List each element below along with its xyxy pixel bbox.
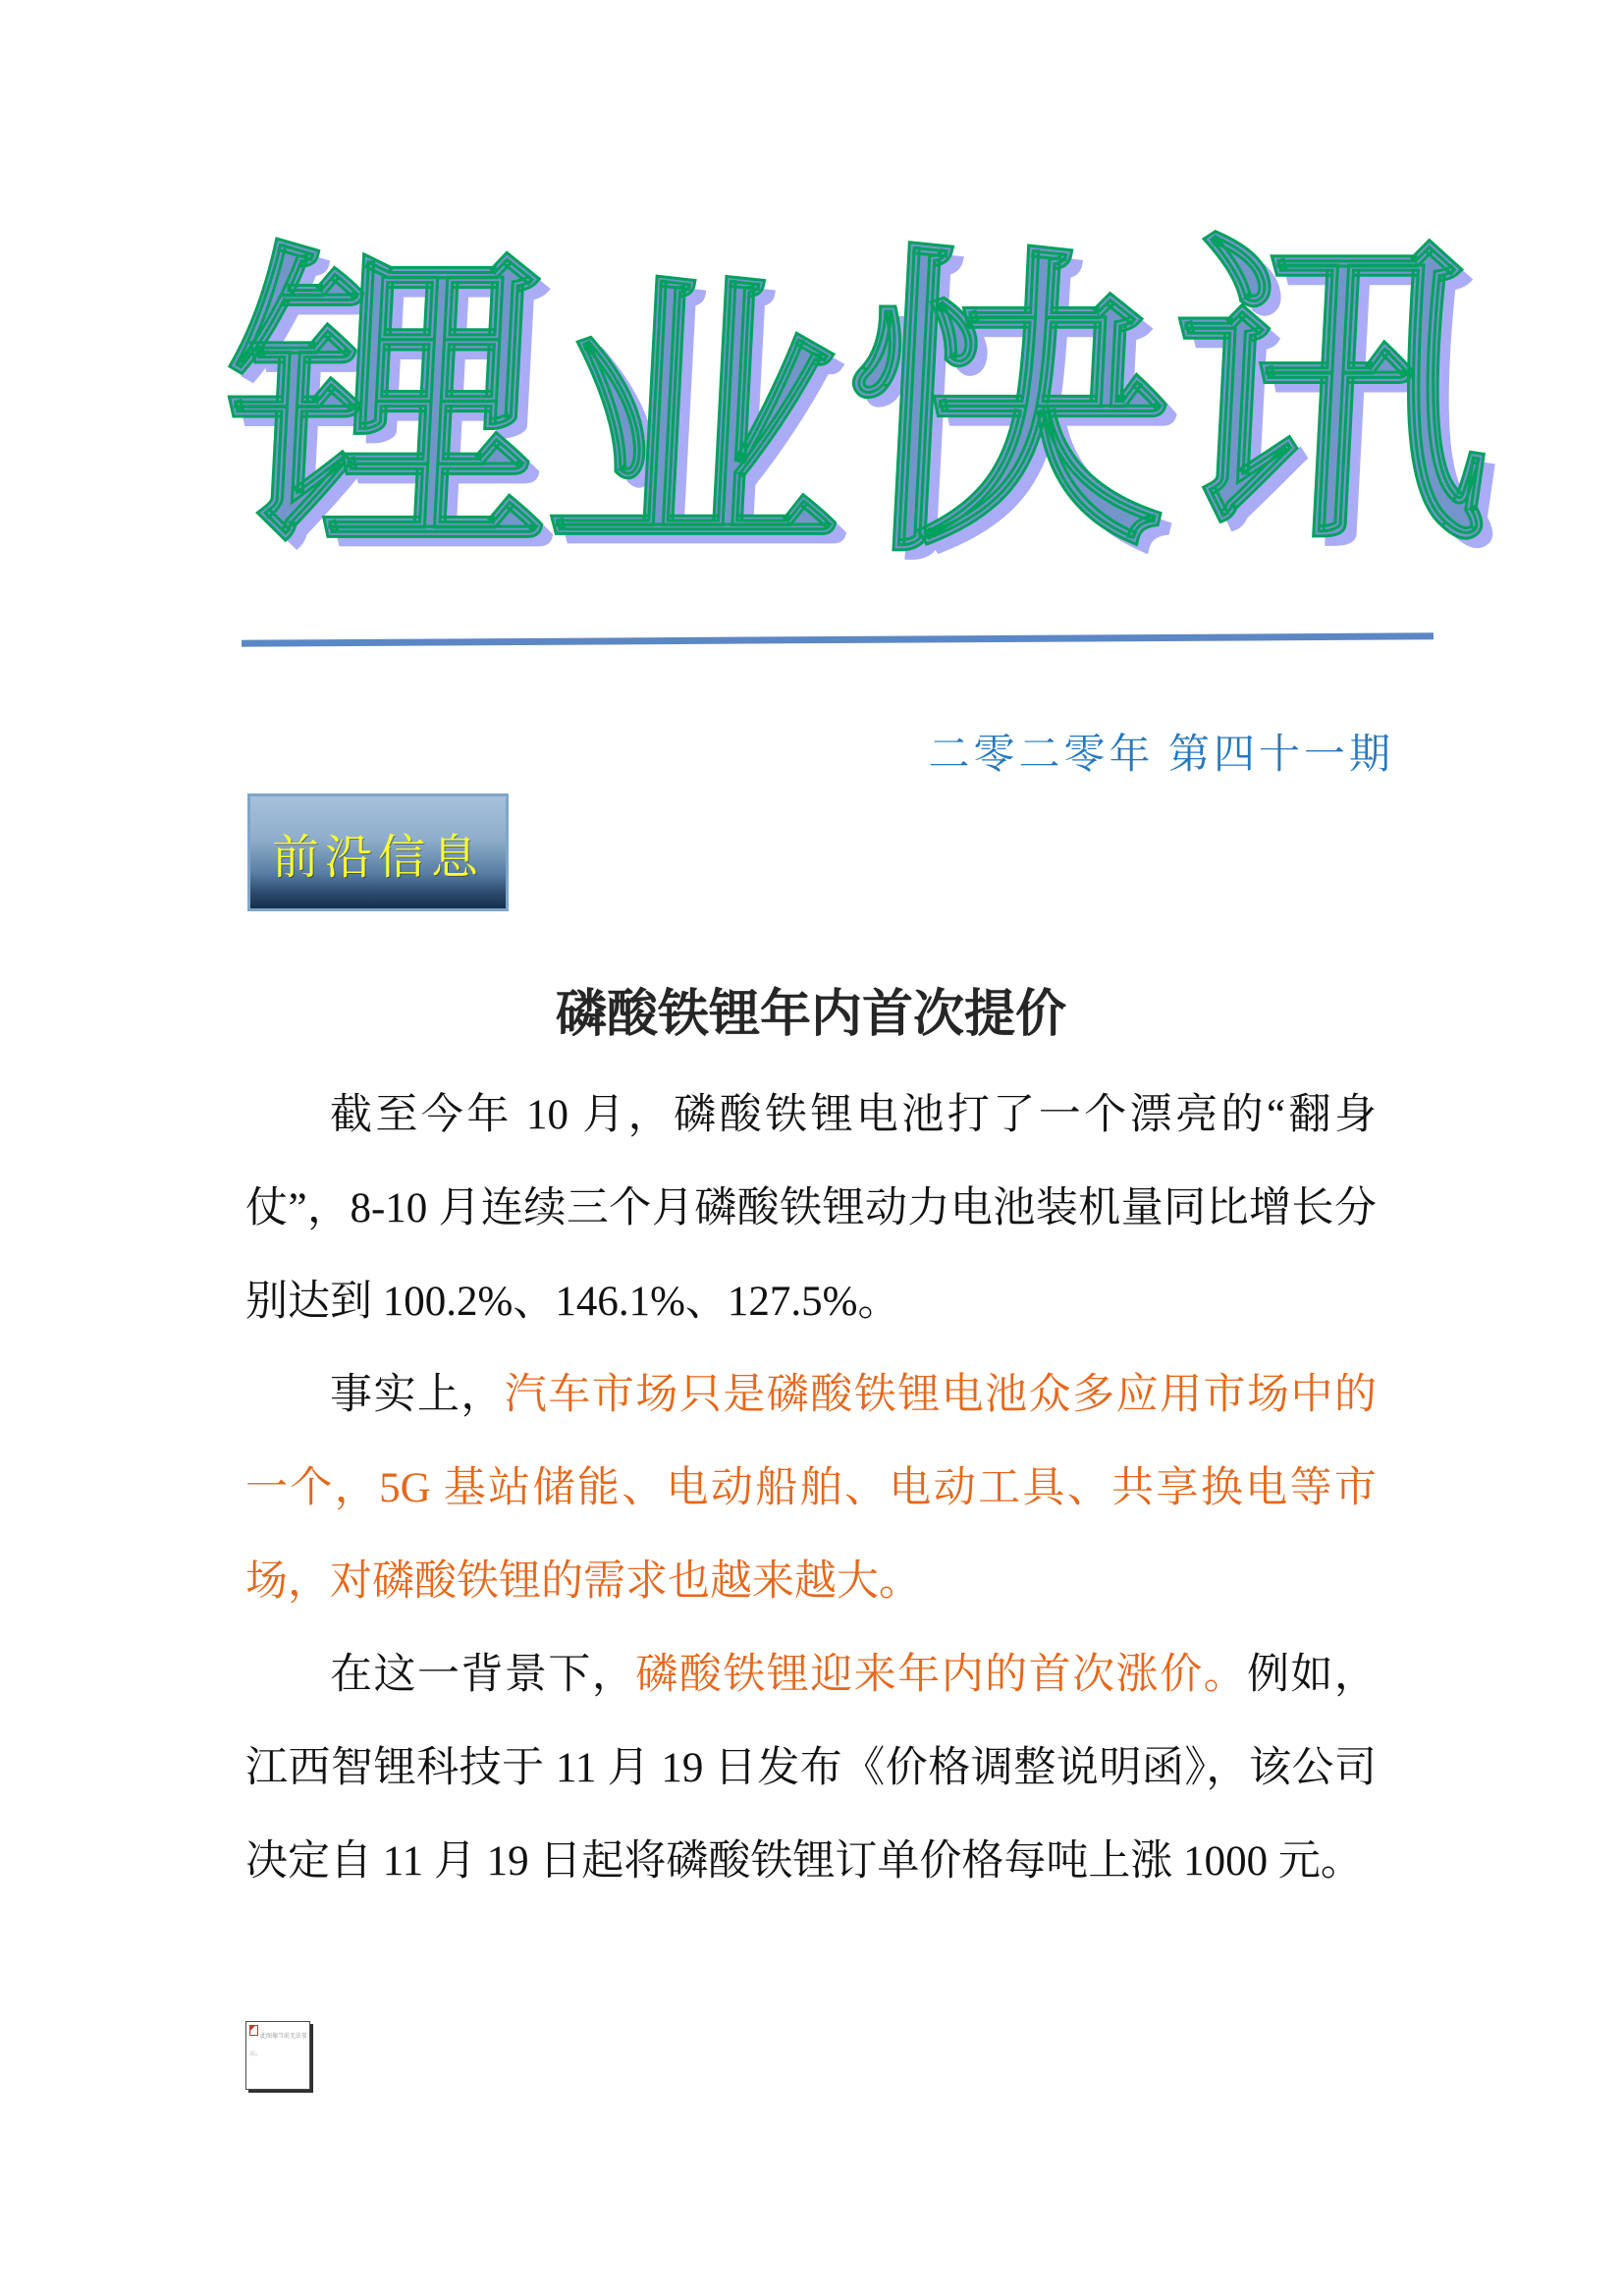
section-badge (247, 793, 509, 911)
masthead-title-char: 快 (834, 219, 1179, 596)
section-badge-label: 前沿信息 (271, 831, 484, 884)
paragraph-text: 截至今年 10 月，磷酸铁锂电池打了一个漂亮的“翻身仗”，8-10 月连续三个月磷酸铁锂动力电池装机量同比增长分别达到 100.2%、146.1%、127.5%。 (245, 1092, 1377, 1325)
masthead-title-char: 业 (540, 250, 853, 593)
paragraph-text: 事实上， (330, 1372, 505, 1418)
broken-image-text: 此图像当前无法显示。 (249, 2034, 308, 2057)
paragraph (245, 1628, 1377, 1908)
issue-line: 二零二零年 第四十一期 (928, 733, 1394, 778)
paragraph-text: 例如，江西智锂科技于 11 月 19 日发布《价格调整说明函》，该公司决定自 11 月 19 日起将磷酸铁锂订单价格每吨上涨 1000 元。 (245, 1652, 1378, 1885)
masthead-rule (242, 632, 1434, 646)
masthead-title-char: 讯 (1159, 206, 1503, 584)
masthead-title-char: 锂 (215, 219, 561, 596)
paragraph (245, 1348, 1377, 1628)
broken-image-placeholder (245, 2021, 310, 2090)
paragraph-text: 在这一背景下， (330, 1652, 636, 1698)
paragraph-highlight-text: 磷酸铁锂迎来年内的首次涨价。 (635, 1652, 1248, 1698)
paragraph (245, 1068, 1377, 1348)
broken-image-icon (249, 2025, 258, 2036)
paragraph-highlight-text: 汽车市场只是磷酸铁锂电池众多应用市场中的一个，5G 基站储能、电动船舶、电动工具、共享换电等市场，对磷酸铁锂的需求也越来越大。 (245, 1372, 1378, 1605)
article-body (245, 1068, 1377, 1908)
article-headline: 磷酸铁锂年内首次提价 (555, 986, 1066, 1043)
masthead-title (215, 201, 1503, 614)
